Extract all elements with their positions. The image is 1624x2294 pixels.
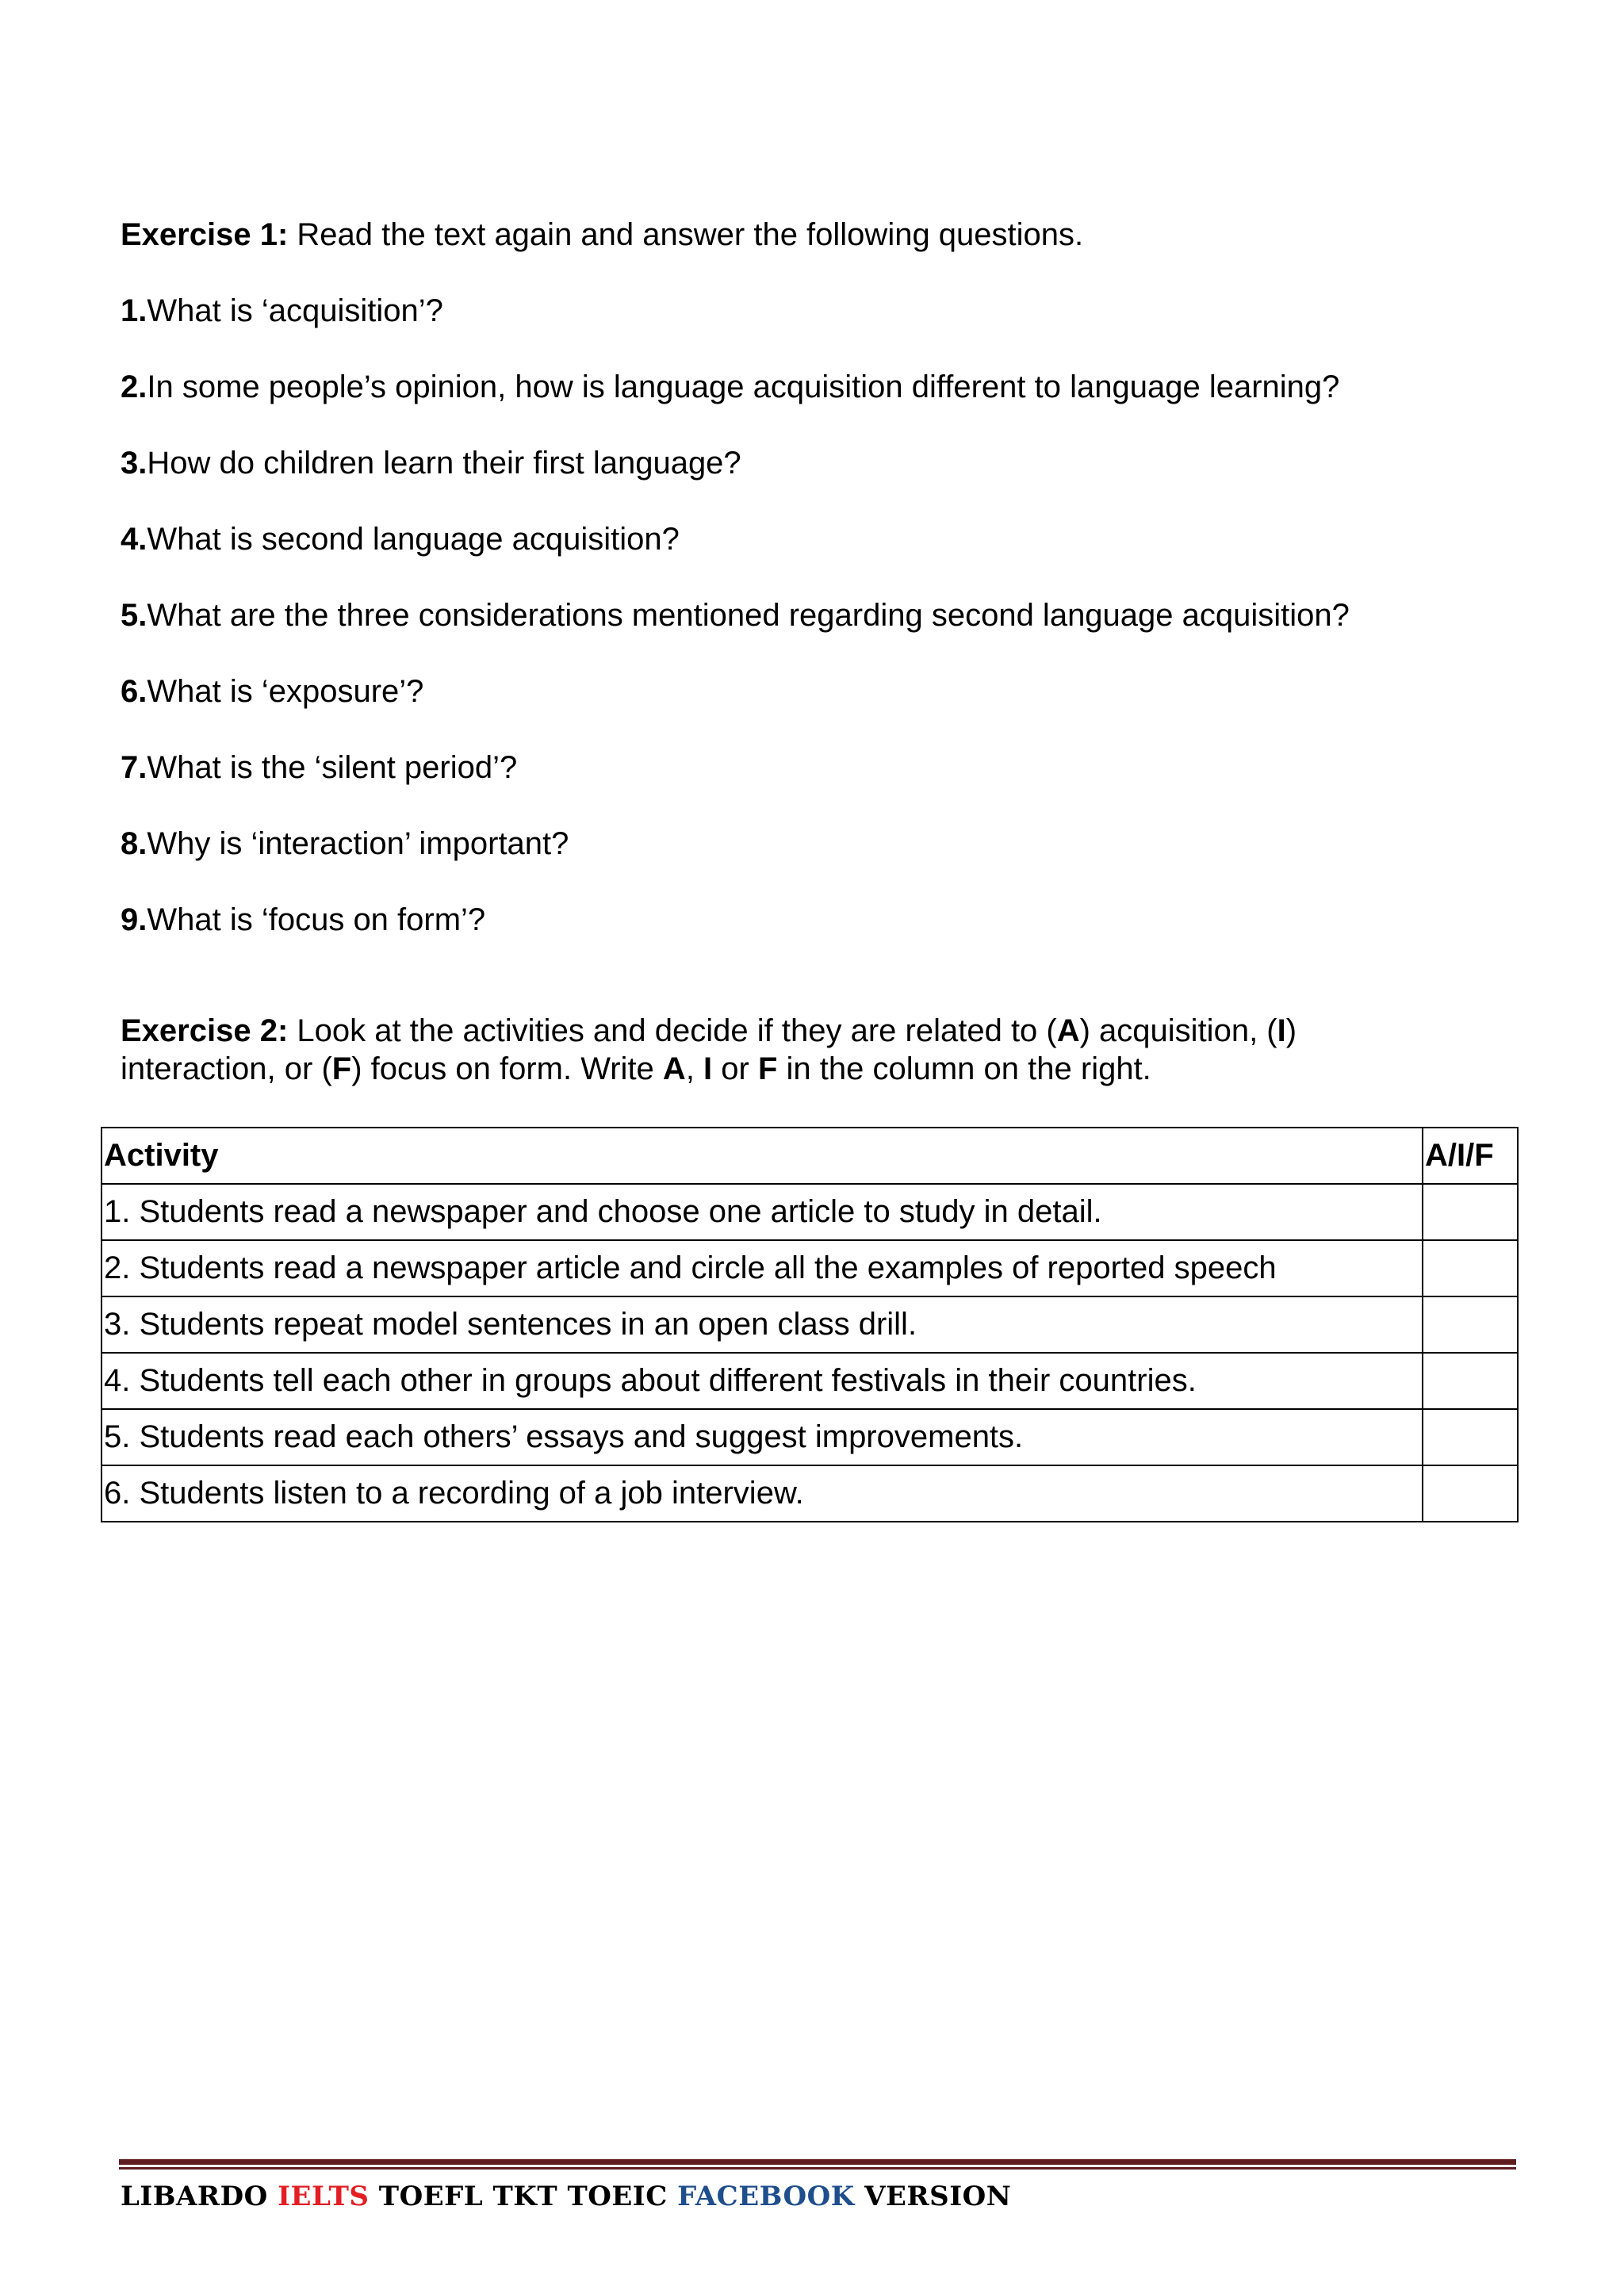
table-row [102, 1240, 1518, 1296]
exercise-1-instruction [121, 216, 1532, 254]
question-text: In some people’s opinion, how is language acquisition different to language learning? [147, 370, 1340, 404]
question-1 [121, 292, 1532, 330]
table-row [102, 1465, 1518, 1522]
code-f: F [331, 1051, 352, 1086]
answer-cell[interactable] [1423, 1465, 1518, 1522]
question-text: How do children learn their first language? [147, 446, 741, 481]
table-row [102, 1184, 1518, 1240]
question-number: 2. [121, 370, 147, 404]
activity-cell: 1. Students read a newspaper and choose one article to study in detail. [102, 1184, 1423, 1240]
footer-text: TOEFL TKT TOEIC [369, 2181, 678, 2212]
instruction-text: ) [1285, 1013, 1297, 1048]
column-header-activity: Activity [102, 1128, 1423, 1184]
answer-cell[interactable] [1423, 1409, 1518, 1465]
column-header-answer-code: A/I/F [1423, 1128, 1518, 1184]
question-text: What is ‘acquisition’? [147, 293, 443, 328]
question-text: What are the three considerations mentioned regarding second language acquisition? [147, 598, 1350, 633]
footer-divider [119, 2159, 1516, 2165]
exercise-2-instruction [121, 1012, 1516, 1088]
footer-text-ielts: IELTS [278, 2181, 370, 2212]
instruction-text: Look at the activities and decide if they are related to ( [288, 1013, 1057, 1048]
activity-cell: 4. Students tell each other in groups about different festivals in their countries. [102, 1353, 1423, 1409]
question-number: 3. [121, 446, 147, 481]
code-a: A [1056, 1013, 1080, 1048]
activity-cell: 6. Students listen to a recording of a job interview. [102, 1465, 1423, 1522]
instruction-text: ) focus on form. Write [351, 1051, 663, 1086]
activity-cell: 3. Students repeat model sentences in an open class drill. [102, 1296, 1423, 1353]
instruction-text: interaction, or ( [121, 1051, 332, 1086]
exercise-1-instruction-text: Read the text again and answer the following questions. [288, 217, 1084, 252]
exercise-1 [121, 216, 1532, 977]
answer-cell[interactable] [1423, 1296, 1518, 1353]
question-number: 6. [121, 674, 147, 709]
footer-text: LIBARDO [121, 2181, 278, 2212]
table-header-row [102, 1128, 1518, 1184]
question-9 [121, 901, 1532, 939]
question-text: What is the ‘silent period’? [147, 750, 518, 785]
question-text: What is ‘exposure’? [147, 674, 424, 709]
footer-text: VERSION [854, 2181, 1012, 2212]
question-text: What is ‘focus on form’? [147, 902, 486, 937]
instruction-text: in the column on the right. [777, 1051, 1151, 1086]
exercise-2-label: Exercise 2: [121, 1013, 289, 1048]
exercise-2-line-2 [121, 1050, 1516, 1088]
question-8 [121, 825, 1532, 863]
code-i: I [703, 1051, 713, 1086]
question-number: 9. [121, 902, 147, 937]
question-5 [121, 596, 1532, 634]
activity-cell: 2. Students read a newspaper article and circle all the examples of reported speech [102, 1240, 1423, 1296]
table-row [102, 1296, 1518, 1353]
code-f: F [757, 1051, 778, 1086]
question-text: Why is ‘interaction’ important? [147, 826, 569, 861]
table-row [102, 1409, 1518, 1465]
question-number: 8. [121, 826, 147, 861]
question-7 [121, 749, 1532, 787]
question-6 [121, 672, 1532, 710]
answer-cell[interactable] [1423, 1353, 1518, 1409]
activities-table [101, 1127, 1519, 1522]
footer-banner [121, 2179, 1011, 2214]
code-a: A [662, 1051, 686, 1086]
exercise-1-label: Exercise 1: [121, 217, 289, 252]
activity-cell: 5. Students read each others’ essays and suggest improvements. [102, 1409, 1423, 1465]
question-number: 4. [121, 522, 147, 557]
footer-divider-thin [119, 2167, 1516, 2170]
question-number: 5. [121, 598, 147, 633]
exercise-2-line-1 [121, 1012, 1516, 1050]
answer-cell[interactable] [1423, 1184, 1518, 1240]
code-i: I [1277, 1013, 1286, 1048]
question-text: What is second language acquisition? [147, 522, 680, 557]
answer-cell[interactable] [1423, 1240, 1518, 1296]
instruction-text: or [712, 1051, 758, 1086]
table-row [102, 1353, 1518, 1409]
question-number: 7. [121, 750, 147, 785]
instruction-text: , [685, 1051, 704, 1086]
question-4 [121, 520, 1532, 558]
instruction-text: ) acquisition, ( [1079, 1013, 1277, 1048]
footer-text-facebook: FACEBOOK [677, 2181, 855, 2212]
question-number: 1. [121, 293, 147, 328]
question-2 [121, 368, 1532, 406]
question-3 [121, 444, 1532, 482]
